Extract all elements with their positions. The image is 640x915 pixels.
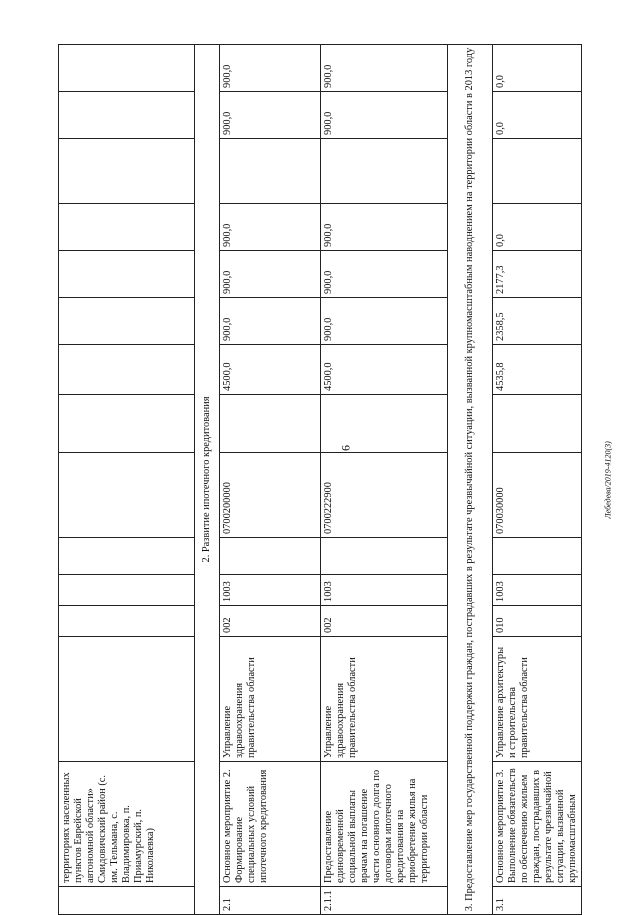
page-number: 6 — [338, 445, 353, 451]
activity-name: Предоставление единовременной социальной выплаты врачам на погашение части основного долга по договорам ипотечного кредитования на приобретение жилья на территории области — [321, 762, 448, 887]
value-total: 4500,0 — [220, 345, 321, 395]
rzpr-code: 1003 — [493, 575, 582, 606]
value-year: 0,0 — [493, 45, 582, 92]
csr-code: 0700222900 — [321, 453, 448, 538]
value-year: 2358,5 — [493, 298, 582, 345]
table-row — [321, 45, 448, 915]
value-year: 900,0 — [220, 45, 321, 92]
value-year: 2177,3 — [493, 251, 582, 298]
csr-code: 0700200000 — [220, 453, 321, 538]
value-year: 900,0 — [220, 92, 321, 139]
rotated-table-inner — [58, 45, 578, 915]
table-row — [59, 45, 195, 915]
executor: Управление здравоохранения правительства области — [321, 637, 448, 762]
grbs-code: 002 — [220, 606, 321, 637]
section-row — [195, 45, 220, 915]
table-row — [220, 45, 321, 915]
activity-name: Основное мероприятие 3. Выполнение обязательств по обеспечению жильем граждан, пострадавших в результате чрезвычайной ситуации, вызванной крупномасштабным — [493, 762, 582, 887]
activity-name: Основное мероприятие 2. Формирование специальных условий ипотечного кредитования — [220, 762, 321, 887]
value-year: 0,0 — [493, 92, 582, 139]
value-year: 0,0 — [493, 204, 582, 251]
grbs-code: 002 — [321, 606, 448, 637]
stamp-text: Лебедева/2019-4120(3) — [603, 441, 613, 519]
section-row — [448, 45, 493, 915]
rzpr-code: 1003 — [220, 575, 321, 606]
value-year: 900,0 — [220, 204, 321, 251]
executor: Управление здравоохранения правительства области — [220, 637, 321, 762]
document-stamp — [602, 95, 614, 865]
continued-text-cell: территориях населенных пунктов Еврейской автономной области» Смидовичский район (с. им. Тельмана, с. Владимировка, п. Приамурский, п. Николаевка) — [59, 762, 195, 887]
section-heading: 3. Предоставление мер государственной поддержки граждан, пострадавших в результате чрезвычайной ситуации, вызванной крупномасштабным наводнением на территории области в 2013 году — [448, 45, 493, 915]
value-year: 900,0 — [321, 204, 448, 251]
value-total: 4535,8 — [493, 345, 582, 395]
value-year: 900,0 — [321, 92, 448, 139]
row-num: 2.1 — [220, 887, 321, 915]
row-num — [59, 887, 195, 915]
table-row — [493, 45, 582, 915]
rotated-table-wrapper — [58, 45, 578, 915]
section-heading: 2. Развитие ипотечного кредитования — [195, 45, 220, 915]
value-year: 900,0 — [220, 251, 321, 298]
csr-code: 070030000 — [493, 453, 582, 538]
value-year: 900,0 — [321, 298, 448, 345]
row-num: 3.1 — [493, 887, 582, 915]
value-total: 4500,0 — [321, 345, 448, 395]
value-year: 900,0 — [321, 251, 448, 298]
executor: Управление архитектуры и строительства правительства области — [493, 637, 582, 762]
program-table — [58, 44, 582, 915]
row-num: 2.1.1 — [321, 887, 448, 915]
rzpr-code: 1003 — [321, 575, 448, 606]
grbs-code: 010 — [493, 606, 582, 637]
value-year: 900,0 — [220, 298, 321, 345]
value-year: 900,0 — [321, 45, 448, 92]
